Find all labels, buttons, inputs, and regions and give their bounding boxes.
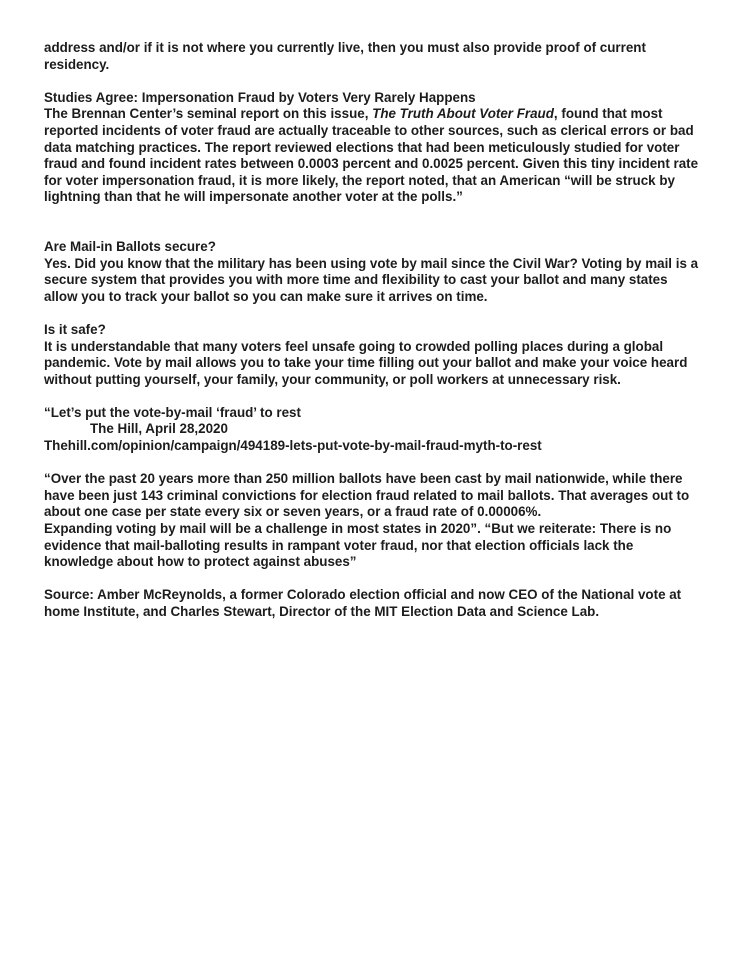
studies-body-rest: , found that most reported incidents of voter fraud are actually traceable to other sources, such as clerical errors or bad data matching practices. The report reviewed elections that had been meticulously studied for voter fraud and found incident rates between 0.0003 percent and 0.0025 percent. Given this tiny incident rate for voter impersonation fraud, it is more likely, the report noted, that an American “will be struck by lightning than that he will impersonate another voter at the polls.” — [44, 106, 699, 205]
studies-heading: Studies Agree: Impersonation Fraud by Voters Very Rarely Happens — [44, 89, 476, 105]
spacer — [44, 305, 704, 322]
report-title: The Truth About Voter Fraud — [372, 106, 554, 122]
quote-paragraph-2: Expanding voting by mail will be a challenge in most states in 2020”. “But we reiterate: There is no evidence that mail-balloting results in rampant voter fraud, nor that election officials lack the knowledge about how to protect against abuses” — [44, 521, 672, 570]
safety-body: It is understandable that many voters feel unsafe going to crowded polling places during a global pandemic. Vote by mail allows you to take your time filling out your ballot and make your voice heard without putting yourself, your family, your community, or poll workers at unnecessary risk. — [44, 338, 688, 387]
studies-body — [44, 106, 704, 206]
quote-paragraph-1: “Over the past 20 years more than 250 million ballots have been cast by mail nationwide, while there have been just 143 criminal convictions for election fraud related to mail ballots. That averages out to about one case per state every six or seven years, or a fraud rate of 0.00006%. — [44, 471, 690, 520]
intro-continuation: address and/or if it is not where you currently live, then you must also provide proof of current residency. — [44, 40, 646, 72]
mail-in-heading: Are Mail-in Ballots secure? — [44, 238, 216, 254]
citation-publication: The Hill, April 28,2020 — [90, 421, 228, 437]
spacer — [44, 388, 704, 405]
document-page — [44, 40, 704, 621]
citation-url: Thehill.com/opinion/campaign/494189-lets-put-vote-by-mail-fraud-myth-to-rest — [44, 438, 542, 454]
spacer — [44, 571, 704, 588]
spacer — [44, 73, 704, 90]
spacer — [44, 455, 704, 472]
source-attribution: Source: Amber McReynolds, a former Colorado election official and now CEO of the National vote at home Institute, and Charles Stewart, Director of the MIT Election Data and Science Lab. — [44, 587, 682, 619]
citation-title: “Let’s put the vote-by-mail ‘fraud’ to rest — [44, 404, 301, 420]
spacer — [44, 206, 704, 239]
mail-in-body: Yes. Did you know that the military has been using vote by mail since the Civil War? Voting by mail is a secure system that provides you with more time and flexibility to cast your ballot and many states allow you to track your ballot so you can make sure it arrives on time. — [44, 255, 699, 304]
safety-heading: Is it safe? — [44, 321, 106, 337]
studies-body-intro: The Brennan Center’s seminal report on this issue, — [44, 106, 373, 122]
